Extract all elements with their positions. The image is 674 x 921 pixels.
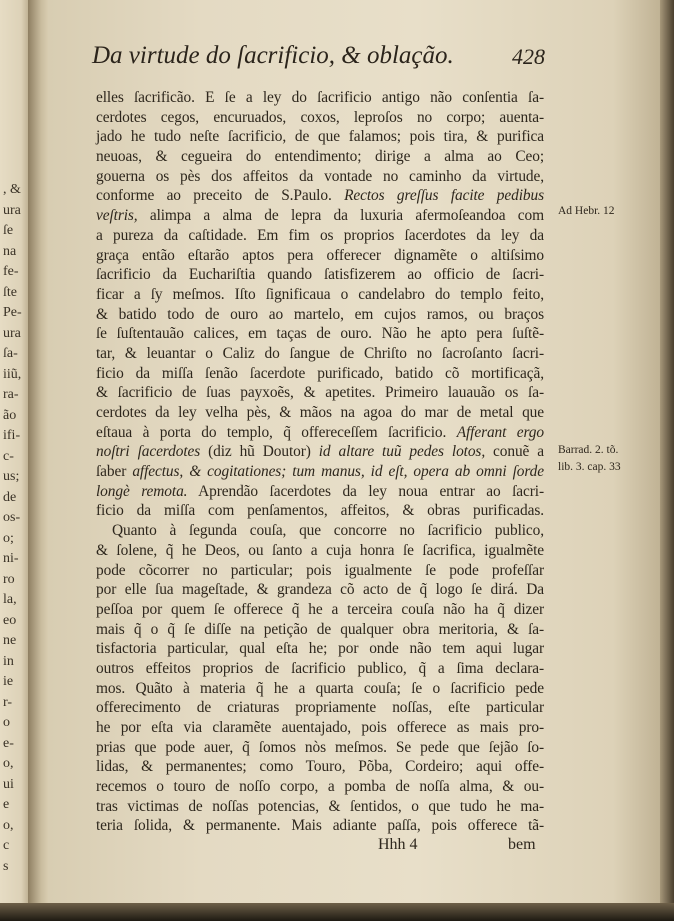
text-run: gouerna os pès dos affeitos da vontade no caminho da virtude,: [96, 167, 544, 185]
text-line: [96, 324, 544, 344]
left-page-fragment: Pe-: [3, 305, 22, 320]
text-line: [96, 797, 544, 817]
text-run: cerdotes da ley velha pès, & mãos na agoa do mar de metal que: [96, 404, 544, 421]
left-page-fragment: na: [3, 243, 17, 259]
text-line: [96, 816, 544, 836]
text-line: [96, 561, 544, 581]
text-run: a pureza da caſtidade. Em fim os proprios ſacerdotes da ley da: [96, 226, 544, 244]
left-page-fragment: e-: [3, 735, 14, 751]
catchword: bem: [508, 836, 536, 853]
text-line: [96, 659, 544, 679]
left-page-fragment: ura: [3, 202, 21, 218]
text-line: [96, 403, 544, 423]
left-page-fragment: e: [3, 797, 10, 812]
text-line: [96, 285, 544, 305]
text-line: [96, 206, 544, 226]
text-run: eſtaua à porta do templo, q̃ offereceſſem ſacrificio.: [96, 423, 457, 441]
left-page-fragment: ie: [3, 674, 14, 689]
left-page-fragment: c: [3, 838, 10, 853]
text-run: peſſoa por quem ſe offerece q̃ he a terceira couſa não ha q̃ dizer: [96, 600, 544, 618]
text-run: Quanto à ſegunda couſa, que concorre no ſacrificio publico,: [112, 522, 544, 540]
left-page-fragment: , &: [3, 182, 21, 197]
left-page-fragment: o: [3, 715, 10, 730]
text-run: tar, & leuantar o Caliz do ſangue de Chriſto no ſacroſanto ſacri-: [96, 344, 544, 362]
body-text: [96, 88, 544, 836]
text-line: [96, 442, 544, 462]
left-page-fragment: c-: [3, 448, 14, 464]
text-line: [96, 521, 544, 541]
running-head: Da virtude do ſacrificio, & oblação.: [92, 42, 454, 69]
left-page-fragment: ro: [3, 571, 15, 587]
text-run: Aprendão ſacerdotes da ley noua entrar ao ſacri-: [187, 482, 545, 500]
left-page-fragment: ſe: [3, 223, 14, 238]
text-line: [96, 738, 544, 758]
left-page-fragment: fe-: [3, 264, 19, 279]
left-page-fragment: eo: [3, 612, 17, 628]
text-line: [96, 265, 544, 285]
text-run: ficio da miſſa ſenão ſacerdote purificado, batido cõ mortificaçã,: [96, 364, 544, 382]
text-run: recemos o touro de noſſo corpo, a pomba de noſſa alma, & ou-: [96, 778, 544, 796]
text-line: [96, 147, 544, 167]
text-line: [96, 777, 544, 797]
text-run: ſaber: [96, 463, 133, 481]
text-line: [96, 600, 544, 620]
text-line: [96, 127, 544, 147]
bottom-edge: [0, 903, 674, 921]
text-line: [96, 383, 544, 403]
latin-quote: longè remota.: [96, 482, 188, 500]
text-line: [96, 620, 544, 640]
left-page-fragment: o,: [3, 817, 14, 833]
margin-note: lib. 3. cap. 33: [558, 461, 621, 473]
text-line: [96, 718, 544, 738]
left-page-fragment: la,: [3, 592, 17, 607]
text-run: tisfactoria particular, qual eſta he; por onde não tem aqui lugar: [96, 640, 544, 658]
text-run: (diz hũ Doutor): [200, 443, 319, 461]
text-line: [96, 167, 544, 187]
text-run: mos. Quãto à materia q̃ he a quarta couſa; ſe o ſacrificio pede: [96, 679, 544, 697]
text-line: [96, 88, 544, 108]
text-line: [96, 757, 544, 777]
text-line: [96, 639, 544, 659]
left-page-fragment: ſte: [3, 284, 17, 300]
text-run: & batido todo de ouro ao martelo, em cujos ramos, ou braços: [96, 305, 544, 323]
text-line: [96, 246, 544, 266]
text-line: [96, 305, 544, 325]
text-run: cerdotes cegos, encuruados, coxos, leproſos no corpo; auenta-: [96, 108, 544, 126]
latin-quote: Rectos greſſus facite pedibus: [344, 187, 544, 205]
text-line: [96, 186, 544, 206]
left-page-fragment: os-: [3, 510, 21, 525]
text-run: elles ſacrificão. E ſe a ley do ſacrificio antigo não conſentia ſa-: [96, 89, 544, 106]
right-page-edge: [660, 0, 674, 921]
left-page-fragment: us;: [3, 469, 20, 484]
text-run: outros effeitos proprios de ſacrificio publico, q̃ a ſima declara-: [96, 659, 544, 677]
text-run: & ſacrificio de ſuas payxoẽs, & apetites. Primeiro lauauão os ſa-: [96, 384, 544, 402]
text-run: ſe ſuſtentauão calices, em taças de ouro. Não he apto pera ſuſtẽ-: [96, 325, 544, 343]
text-run: lidas, & permanentes; como Touro, Põba, Cordeiro; aqui offe-: [96, 758, 544, 776]
text-line: [96, 679, 544, 699]
left-page-fragment: de: [3, 489, 17, 505]
left-page-fragment: in: [3, 653, 14, 669]
text-line: [96, 226, 544, 246]
left-page-fragment: ão: [3, 407, 17, 423]
text-run: he por eſta via claramẽte auentajado, pois offerece as mais pro-: [96, 719, 544, 736]
text-run: teria ſolida, & permanente. Mais adiante paſſa, pois offerece tã-: [96, 817, 544, 835]
left-page-fragment: ne: [3, 633, 17, 648]
left-page-fragment: s: [3, 858, 9, 874]
margin-note: Barrad. 2. tõ.: [558, 444, 619, 456]
left-page-fragment: ra-: [3, 387, 19, 402]
left-page-fragment: r-: [3, 694, 13, 710]
left-page-fragment: iiũ,: [3, 366, 22, 382]
text-run: ficio da miſſa com penſamentos, affeitos, & obras purificadas.: [96, 502, 544, 520]
left-page-fragment: ni-: [3, 551, 19, 566]
text-run: neuoas, & cegueira do entendimento; dirige a alma ao Ceo;: [96, 148, 544, 166]
signature-mark: Hhh 4: [378, 836, 418, 853]
latin-quote: Afferant ergo: [456, 423, 544, 441]
text-run: conforme ao preceito de S.Paulo.: [96, 187, 345, 205]
text-line: [96, 501, 544, 521]
left-page-fragment: o,: [3, 756, 14, 771]
text-run: graça então eſtarão aptos pera offerecer dignamẽte o altiſsimo: [96, 246, 544, 264]
page-number: 428: [512, 44, 545, 69]
text-run: pode cõcorrer no particular; pois igualmente ſe pode profeſſar: [96, 561, 544, 579]
left-page-fragment: ifi-: [3, 428, 21, 443]
text-run: alimpa a alma de lepra da luxuria afermoſeandoa com: [137, 207, 544, 225]
left-page-fragment: ui: [3, 776, 14, 792]
text-line: [96, 423, 544, 443]
text-run: & ſolene, q̃ he Deos, ou ſanto a cuja honra ſe ſacrifica, igualmẽte: [96, 541, 544, 559]
text-run: offerecimento de criaturas propriamente noſſas, eſte particular: [96, 699, 544, 717]
left-page-fragment: ſa-: [3, 346, 18, 361]
left-page-fragment: ura: [3, 325, 21, 341]
text-run: mais q̃ o q̃ ſe diſſe na petição de qualquer obra meritoria, & ſa-: [96, 620, 544, 638]
text-line: [96, 344, 544, 364]
text-run: jado he tudo neſte ſacrificio, de que falamos; pois tira, & purifica: [96, 128, 544, 146]
margin-note: Ad Hebr. 12: [558, 205, 615, 217]
book-gutter: [28, 0, 50, 905]
text-run: por elle ſua mageſtade, & grandeza cõ acto de q̃ logo ſe dirá. Da: [96, 581, 544, 599]
text-run: tras victimas de noſſas potencias, & ſentidos, o que tudo he ma-: [96, 797, 544, 815]
text-line: [96, 108, 544, 128]
text-line: [96, 580, 544, 600]
latin-quote: noſtri ſacerdotes: [96, 443, 201, 461]
text-line: [96, 482, 544, 502]
latin-quote: veſtris,: [96, 207, 138, 225]
text-run: ficar a ſy meſmos. Iſto ſignificaua o candelabro do templo feito,: [96, 285, 544, 303]
text-run: ſacrificio da Euchariſtia quando ſatisfizerem ao officio de ſacri-: [96, 266, 544, 284]
text-line: [96, 698, 544, 718]
latin-quote: id altare tuũ pedes lotos,: [318, 443, 486, 461]
latin-quote: affectus, & cogitationes; tum manus, id eſt, opera ab omni ſorde: [132, 463, 544, 481]
left-page-fragment: o;: [3, 530, 14, 546]
text-line: [96, 364, 544, 384]
text-run: conuẽ a: [485, 443, 544, 461]
text-line: [96, 541, 544, 561]
text-line: [96, 462, 544, 482]
text-run: prias que pode auer, q̃ ſomos nòs meſmos. Se pede que ſejão ſo-: [96, 738, 544, 756]
